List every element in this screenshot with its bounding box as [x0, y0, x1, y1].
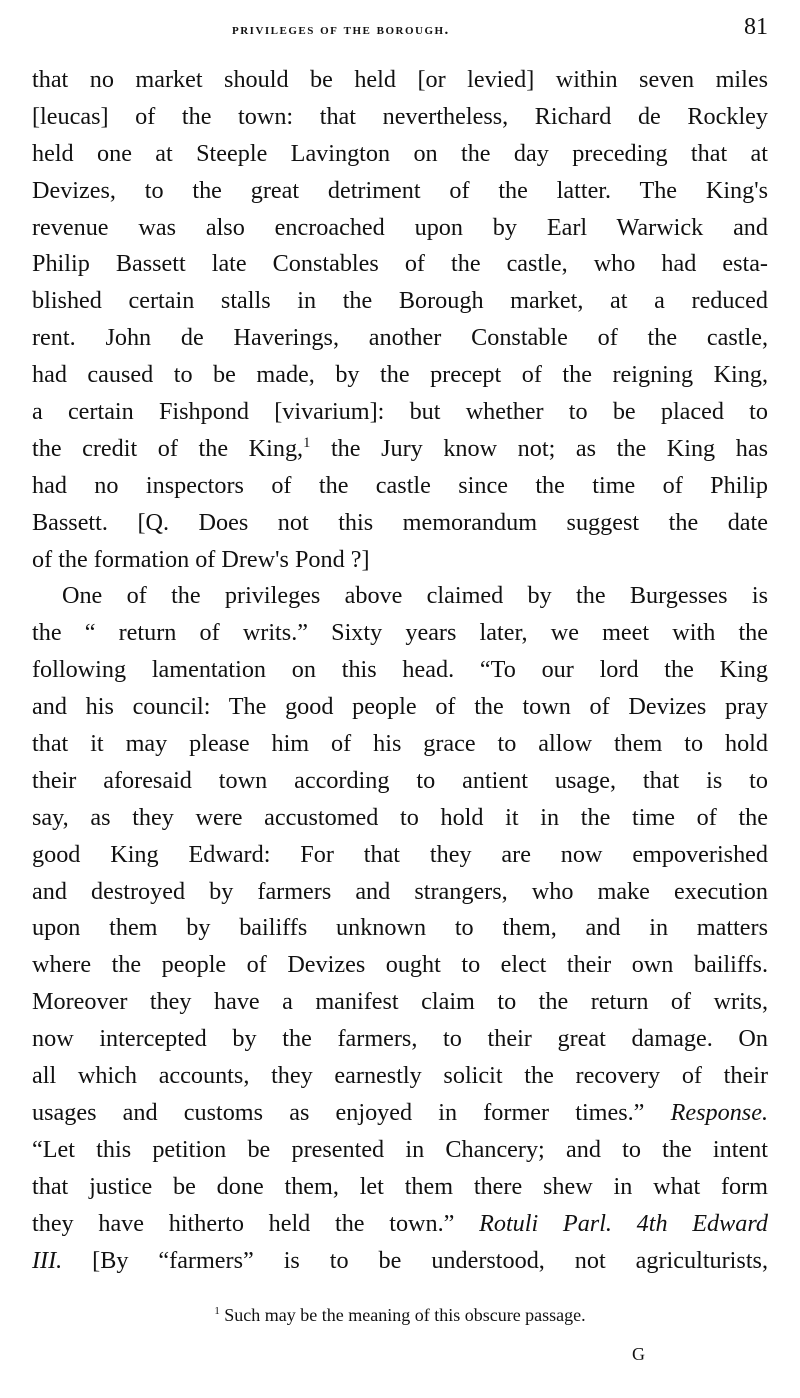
footnote-marker: 1	[214, 1305, 220, 1317]
citation-continued: III.	[32, 1246, 63, 1274]
text-line: revenue was also encroached upon by Earl Warwick and	[32, 213, 768, 241]
running-title: privileges of the borough.	[232, 22, 450, 38]
text-line: say, as they were accustomed to hold it in the time of the	[32, 803, 768, 831]
text-line: [leucas] of the town: that nevertheless, Richard de Rockley	[32, 102, 768, 130]
body-text	[32, 62, 768, 1279]
text-segment: the credit of the King,	[32, 434, 304, 462]
text-line: good King Edward: For that they are now empoverished	[32, 840, 768, 868]
text-line: now intercepted by the farmers, to their great damage. On	[32, 1025, 768, 1053]
running-head	[0, 14, 800, 50]
text-line: all which accounts, they earnestly solicit the recovery of their	[32, 1062, 768, 1090]
text-line: following lamentation on this head. “To our lord the King	[32, 656, 768, 684]
footnote-reference: 1	[303, 434, 311, 451]
text-line: “Let this petition be presented in Chancery; and to the intent	[32, 1135, 768, 1163]
text-line: that no market should be held [or levied] within seven miles	[32, 66, 768, 93]
text-line-with-footnote-ref	[32, 431, 768, 468]
text-line-with-response	[32, 1095, 768, 1132]
text-line: blished certain stalls in the Borough market, at a reduced	[32, 287, 768, 315]
text-line: and his council: The good people of the town of Devizes pray	[32, 693, 768, 721]
text-line: held one at Steeple Lavington on the day preceding that at	[32, 139, 768, 167]
text-line: had no inspectors of the castle since the time of Philip	[32, 471, 768, 499]
text-line: Bassett. [Q. Does not this memorandum suggest the date	[32, 508, 768, 536]
footnote-text: Such may be the meaning of this obscure passage.	[224, 1305, 586, 1325]
citation: Rotuli Parl. 4th Edward	[479, 1209, 768, 1237]
text-line-with-citation	[32, 1243, 768, 1280]
text-segment: the Jury know not; as the King has	[330, 434, 768, 462]
text-line: that justice be done them, let them there shew in what form	[32, 1172, 768, 1200]
text-line: their aforesaid town according to antient usage, that is to	[32, 766, 768, 794]
text-line: that it may please him of his grace to allow them to hold	[32, 730, 768, 758]
page-number: 81	[744, 14, 768, 40]
text-line: Philip Bassett late Constables of the castle, who had esta-	[32, 250, 768, 278]
signature-mark: G	[632, 1344, 645, 1364]
text-segment: they have hitherto held the town.”	[32, 1209, 455, 1237]
text-line: and destroyed by farmers and strangers, who make execution	[32, 877, 768, 905]
text-line: Moreover they have a manifest claim to the return of writs,	[32, 988, 768, 1016]
text-line: rent. John de Haverings, another Constable of the castle,	[32, 324, 768, 352]
text-line: the “ return of writs.” Sixty years later, we meet with the	[32, 619, 768, 647]
text-line: a certain Fishpond [vivarium]: but whether to be placed to	[32, 398, 768, 426]
text-segment: [By “farmers” is to be understood, not agriculturists,	[92, 1246, 768, 1274]
paragraph-start-line: One of the privileges above claimed by the Burgesses is	[62, 582, 768, 610]
text-segment: usages and customs as enjoyed in former times.”	[32, 1098, 645, 1126]
response-label: Response.	[670, 1098, 768, 1126]
text-line-with-citation	[32, 1206, 768, 1243]
text-line: where the people of Devizes ought to elect their own bailiffs.	[32, 951, 768, 979]
text-line: upon them by bailiffs unknown to them, and in matters	[32, 914, 768, 942]
footnote	[0, 1305, 800, 1326]
text-line: of the formation of Drew's Pond ?]	[32, 545, 370, 573]
text-line: Devizes, to the great detriment of the latter. The King's	[32, 176, 768, 204]
text-line: had caused to be made, by the precept of the reigning King,	[32, 361, 768, 389]
